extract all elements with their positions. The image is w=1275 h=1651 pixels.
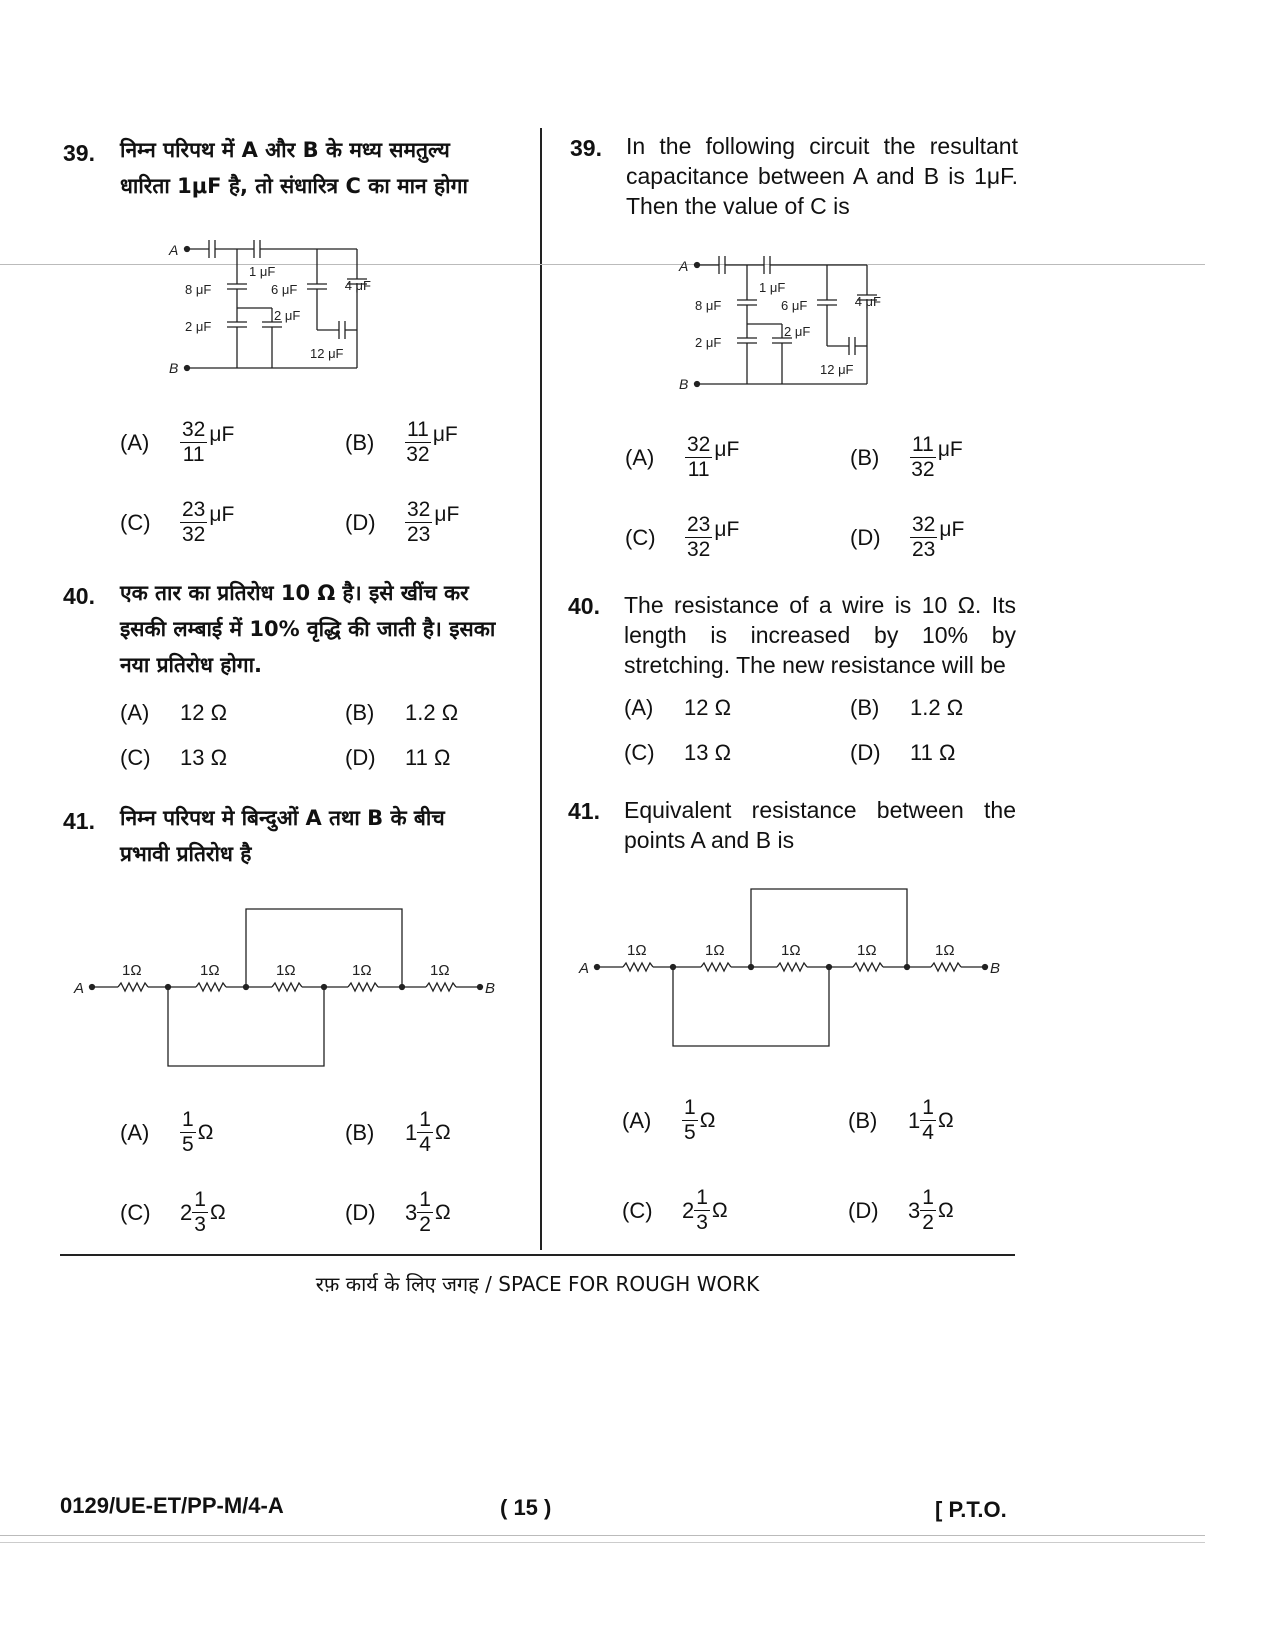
q39-option-c-en[interactable]: (C) $\frac{23}{32}$ μF [625, 513, 740, 561]
column-divider [540, 128, 542, 1250]
res-label: 1Ω [352, 962, 372, 979]
circuit-label-a: A [74, 980, 85, 997]
q41-option-b-en[interactable]: (B) 1 $\frac{1}{4}$ Ω [848, 1096, 954, 1144]
q41-option-a-en[interactable]: (A) $\frac{1}{5}$ Ω [622, 1096, 716, 1144]
q41-number-hi: 41. [63, 808, 95, 834]
q39-english-text: In the following circuit the resultant capacitance between A and B is 1μF. Then the value of C is [626, 133, 1018, 219]
q41-option-c-en[interactable]: (C) 2 $\frac{1}{3}$ Ω [622, 1186, 728, 1234]
bottom-scan-band [0, 1542, 1205, 1543]
q39-option-d-en[interactable]: (D) $\frac{32}{23}$ μF [850, 513, 965, 561]
q40-number-hi: 40. [63, 583, 95, 609]
res-label: 1Ω [430, 962, 450, 979]
q41-english-text: Equivalent resistance between the points A and B is [624, 797, 1016, 853]
q39-option-d-hi[interactable]: (D) $\frac{32}{23}$ μF [345, 498, 460, 546]
circuit-label-a: A [169, 242, 179, 258]
q40-option-d-hi[interactable]: (D) 11 Ω [345, 745, 451, 770]
q39-option-b-en[interactable]: (B) $\frac{11}{32}$ μF [850, 433, 963, 481]
res-label: 1Ω [122, 962, 142, 979]
cap-label-4uf: 4 μF [344, 278, 371, 293]
q40-option-b-hi[interactable]: (B) 1.2 Ω [345, 700, 459, 725]
q40-option-d-en[interactable]: (D) 11 Ω [850, 740, 956, 765]
circuit-label-b: B [990, 960, 1001, 977]
cap-label-2uf-left: 2 μF [185, 319, 212, 334]
res-label: 1Ω [781, 942, 801, 959]
rough-work-label: रफ़ कार्य के लिए जगह / SPACE FOR ROUGH WORK [315, 1272, 760, 1296]
paper-code: 0129/UE-ET/PP-M/4-A [60, 1493, 284, 1518]
q39-capacitor-circuit-hi [165, 232, 375, 382]
q41-option-a-hi[interactable]: (A) $\frac{1}{5}$ Ω [120, 1108, 214, 1156]
q40-option-a-en[interactable]: (A) 12 Ω [624, 695, 732, 720]
circuit-label-a: A [679, 258, 689, 274]
circuit-label-a: A [579, 960, 590, 977]
bottom-rule [60, 1254, 1015, 1256]
cap-label-6uf: 6 μF [781, 298, 808, 313]
cap-label-12uf: 12 μF [310, 346, 344, 361]
cap-label-2uf-left: 2 μF [695, 335, 722, 350]
res-label: 1Ω [627, 942, 647, 959]
q41-hindi-text: निम्न परिपथ मे बिन्दुओं A तथा B के बीच प्रभावी प्रतिरोध है [120, 806, 445, 866]
q40-english-text: The resistance of a wire is 10 Ω. Its length is increased by 10% by stretching. The new resistance will be [624, 592, 1016, 678]
pto-label: [ P.T.O. [935, 1497, 1007, 1522]
page-number: ( 15 ) [500, 1495, 552, 1520]
cap-label-6uf: 6 μF [271, 282, 298, 297]
q40-option-a-hi[interactable]: (A) 12 Ω [120, 700, 228, 725]
cap-label-12uf: 12 μF [820, 362, 854, 377]
q41-option-d-en[interactable]: (D) 3 $\frac{1}{2}$ Ω [848, 1186, 954, 1234]
q41-option-b-hi[interactable]: (B) 1 $\frac{1}{4}$ Ω [345, 1108, 451, 1156]
q39-hindi-text: निम्न परिपथ में A और B के मध्य समतुल्य धारिता 1μF है, तो संधारित्र C का मान होगा [120, 138, 468, 198]
q41-option-c-hi[interactable]: (C) 2 $\frac{1}{3}$ Ω [120, 1188, 226, 1236]
res-label: 1Ω [200, 962, 220, 979]
circuit-label-b: B [485, 980, 496, 997]
q39-option-c-hi[interactable]: (C) $\frac{23}{32}$ μF [120, 498, 235, 546]
circuit-label-b: B [679, 376, 689, 392]
q40-option-c-hi[interactable]: (C) 13 Ω [120, 745, 228, 770]
cap-label-1uf: 1 μF [249, 264, 276, 279]
cap-label-8uf: 8 μF [185, 282, 212, 297]
res-label: 1Ω [857, 942, 877, 959]
cap-label-8uf: 8 μF [695, 298, 722, 313]
q39-capacitor-circuit-en [670, 248, 890, 398]
q40-option-c-en[interactable]: (C) 13 Ω [624, 740, 732, 765]
q39-option-a-hi[interactable]: (A) $\frac{32}{11}$ μF [120, 418, 235, 466]
cap-label-2uf-right: 2 μF [784, 324, 811, 339]
q40-number-en: 40. [568, 593, 600, 619]
q41-resistor-circuit-hi [70, 900, 510, 1075]
q39-number-hi: 39. [63, 140, 95, 166]
cap-label-1uf: 1 μF [759, 280, 786, 295]
q39-number-en: 39. [570, 135, 602, 161]
res-label: 1Ω [935, 942, 955, 959]
res-label: 1Ω [276, 962, 296, 979]
q41-resistor-circuit-en [575, 880, 1015, 1055]
q41-option-d-hi[interactable]: (D) 3 $\frac{1}{2}$ Ω [345, 1188, 451, 1236]
q41-number-en: 41. [568, 798, 600, 824]
cap-label-2uf-right: 2 μF [274, 308, 301, 323]
q40-hindi-text: एक तार का प्रतिरोध 10 Ω है। इसे खींच कर इसकी लम्बाई में 10% वृद्धि की जाती है। इसका नया प्रतिरोध होगा. [120, 581, 496, 677]
q40-option-b-en[interactable]: (B) 1.2 Ω [850, 695, 964, 720]
q39-option-a-en[interactable]: (A) $\frac{32}{11}$ μF [625, 433, 740, 481]
res-label: 1Ω [705, 942, 725, 959]
bottom-scan-band [0, 1535, 1205, 1536]
q39-option-b-hi[interactable]: (B) $\frac{11}{32}$ μF [345, 418, 458, 466]
circuit-label-b: B [169, 360, 179, 376]
cap-label-4uf: 4 μF [854, 294, 881, 309]
